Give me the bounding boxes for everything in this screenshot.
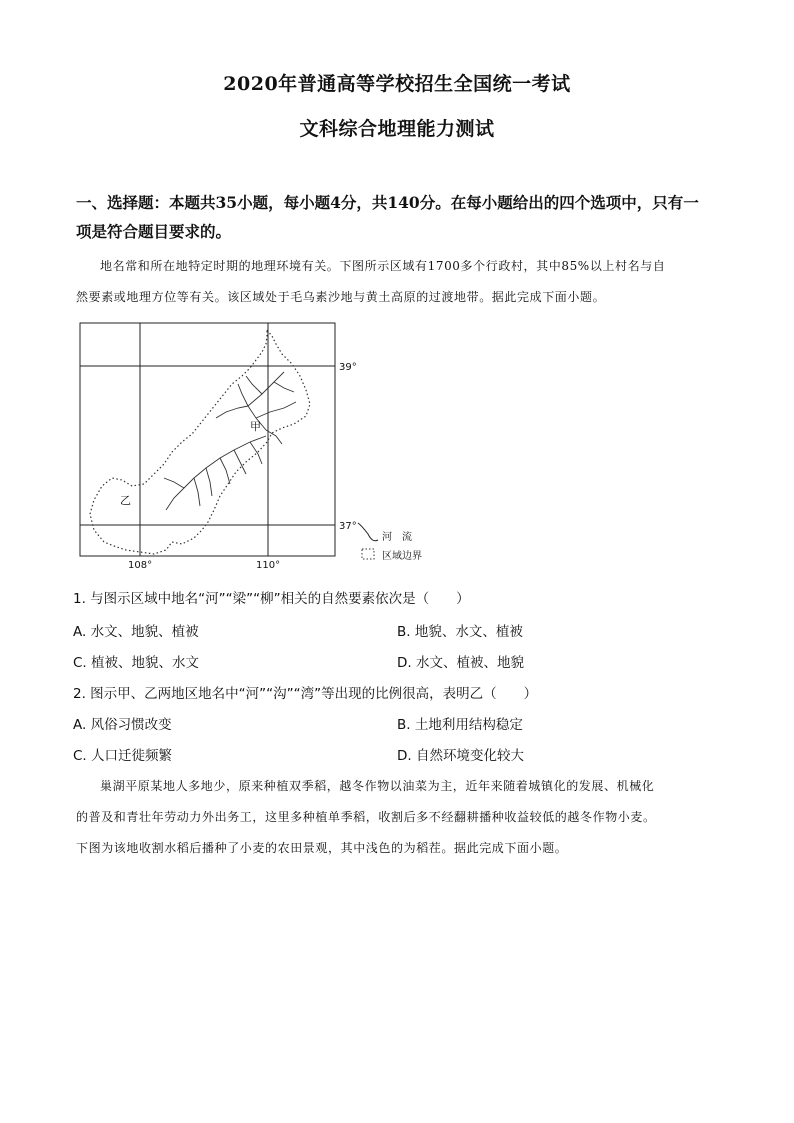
- question-1-stem: 1. 与图示区域中地名“河”“梁”“柳”相关的自然要素依次是（ ）: [73, 591, 470, 607]
- question-2-option-a[interactable]: A. 风俗习惯改变: [73, 717, 172, 733]
- label-jia: 甲: [250, 420, 261, 433]
- legend-boundary-icon: [362, 549, 374, 559]
- passage1-line1: 地名常和所在地特定时期的地理环境有关。下图所示区域有1700多个行政村，其中85%以上村名与自: [100, 259, 666, 273]
- question-1-option-c[interactable]: C. 植被、地貌、水文: [73, 655, 200, 671]
- legend-river-icon: [358, 523, 378, 541]
- lat-label-39: 39°: [339, 362, 357, 373]
- question-2-option-d[interactable]: D. 自然环境变化较大: [397, 748, 524, 764]
- question-1-option-b[interactable]: B. 地貌、水文、植被: [397, 624, 523, 640]
- passage1-line2: 然要素或地理方位等有关。该区域处于毛乌素沙地与黄土高原的过渡地带。据此完成下面小题。: [76, 290, 606, 304]
- exam-subtitle: 文科综合地理能力测试: [299, 118, 495, 140]
- region-map: [70, 318, 470, 573]
- legend-river-label: 河 流: [382, 532, 412, 543]
- map-frame: [80, 323, 335, 556]
- passage2-line2: 的普及和青壮年劳动力外出务工，这里多种植单季稻，收割后多不经翻耕播种收益较低的越冬作物小麦。: [76, 810, 656, 824]
- exam-title: 2020年普通高等学校招生全国统一考试: [223, 73, 571, 95]
- section-heading-line1: 一、选择题：本题共35小题，每小题4分，共140分。在每小题给出的四个选项中，只有一: [76, 193, 699, 212]
- lon-label-108: 108°: [128, 560, 153, 571]
- lon-label-110: 110°: [256, 560, 281, 571]
- question-2-option-b[interactable]: B. 土地利用结构稳定: [397, 717, 523, 733]
- legend-boundary-label: 区域边界: [382, 551, 422, 562]
- passage2-line3: 下图为该地收割水稻后播种了小麦的农田景观，其中浅色的为稻茬。据此完成下面小题。: [76, 841, 568, 855]
- region-boundary: [90, 330, 310, 554]
- question-1-option-d[interactable]: D. 水文、植被、地貌: [397, 655, 524, 671]
- question-2-option-c[interactable]: C. 人口迁徙频繁: [73, 748, 173, 764]
- question-2-stem: 2. 图示甲、乙两地区地名中“河”“沟”“湾”等出现的比例很高，表明乙（ ）: [73, 686, 538, 702]
- section-heading-line2: 项是符合题目要求的。: [76, 222, 232, 241]
- question-1-option-a[interactable]: A. 水文、地貌、植被: [73, 624, 199, 640]
- lat-label-37: 37°: [339, 521, 357, 532]
- label-yi: 乙: [120, 494, 131, 507]
- passage2-line1: 巢湖平原某地人多地少，原来种植双季稻，越冬作物以油菜为主，近年来随着城镇化的发展、机械化: [100, 779, 655, 793]
